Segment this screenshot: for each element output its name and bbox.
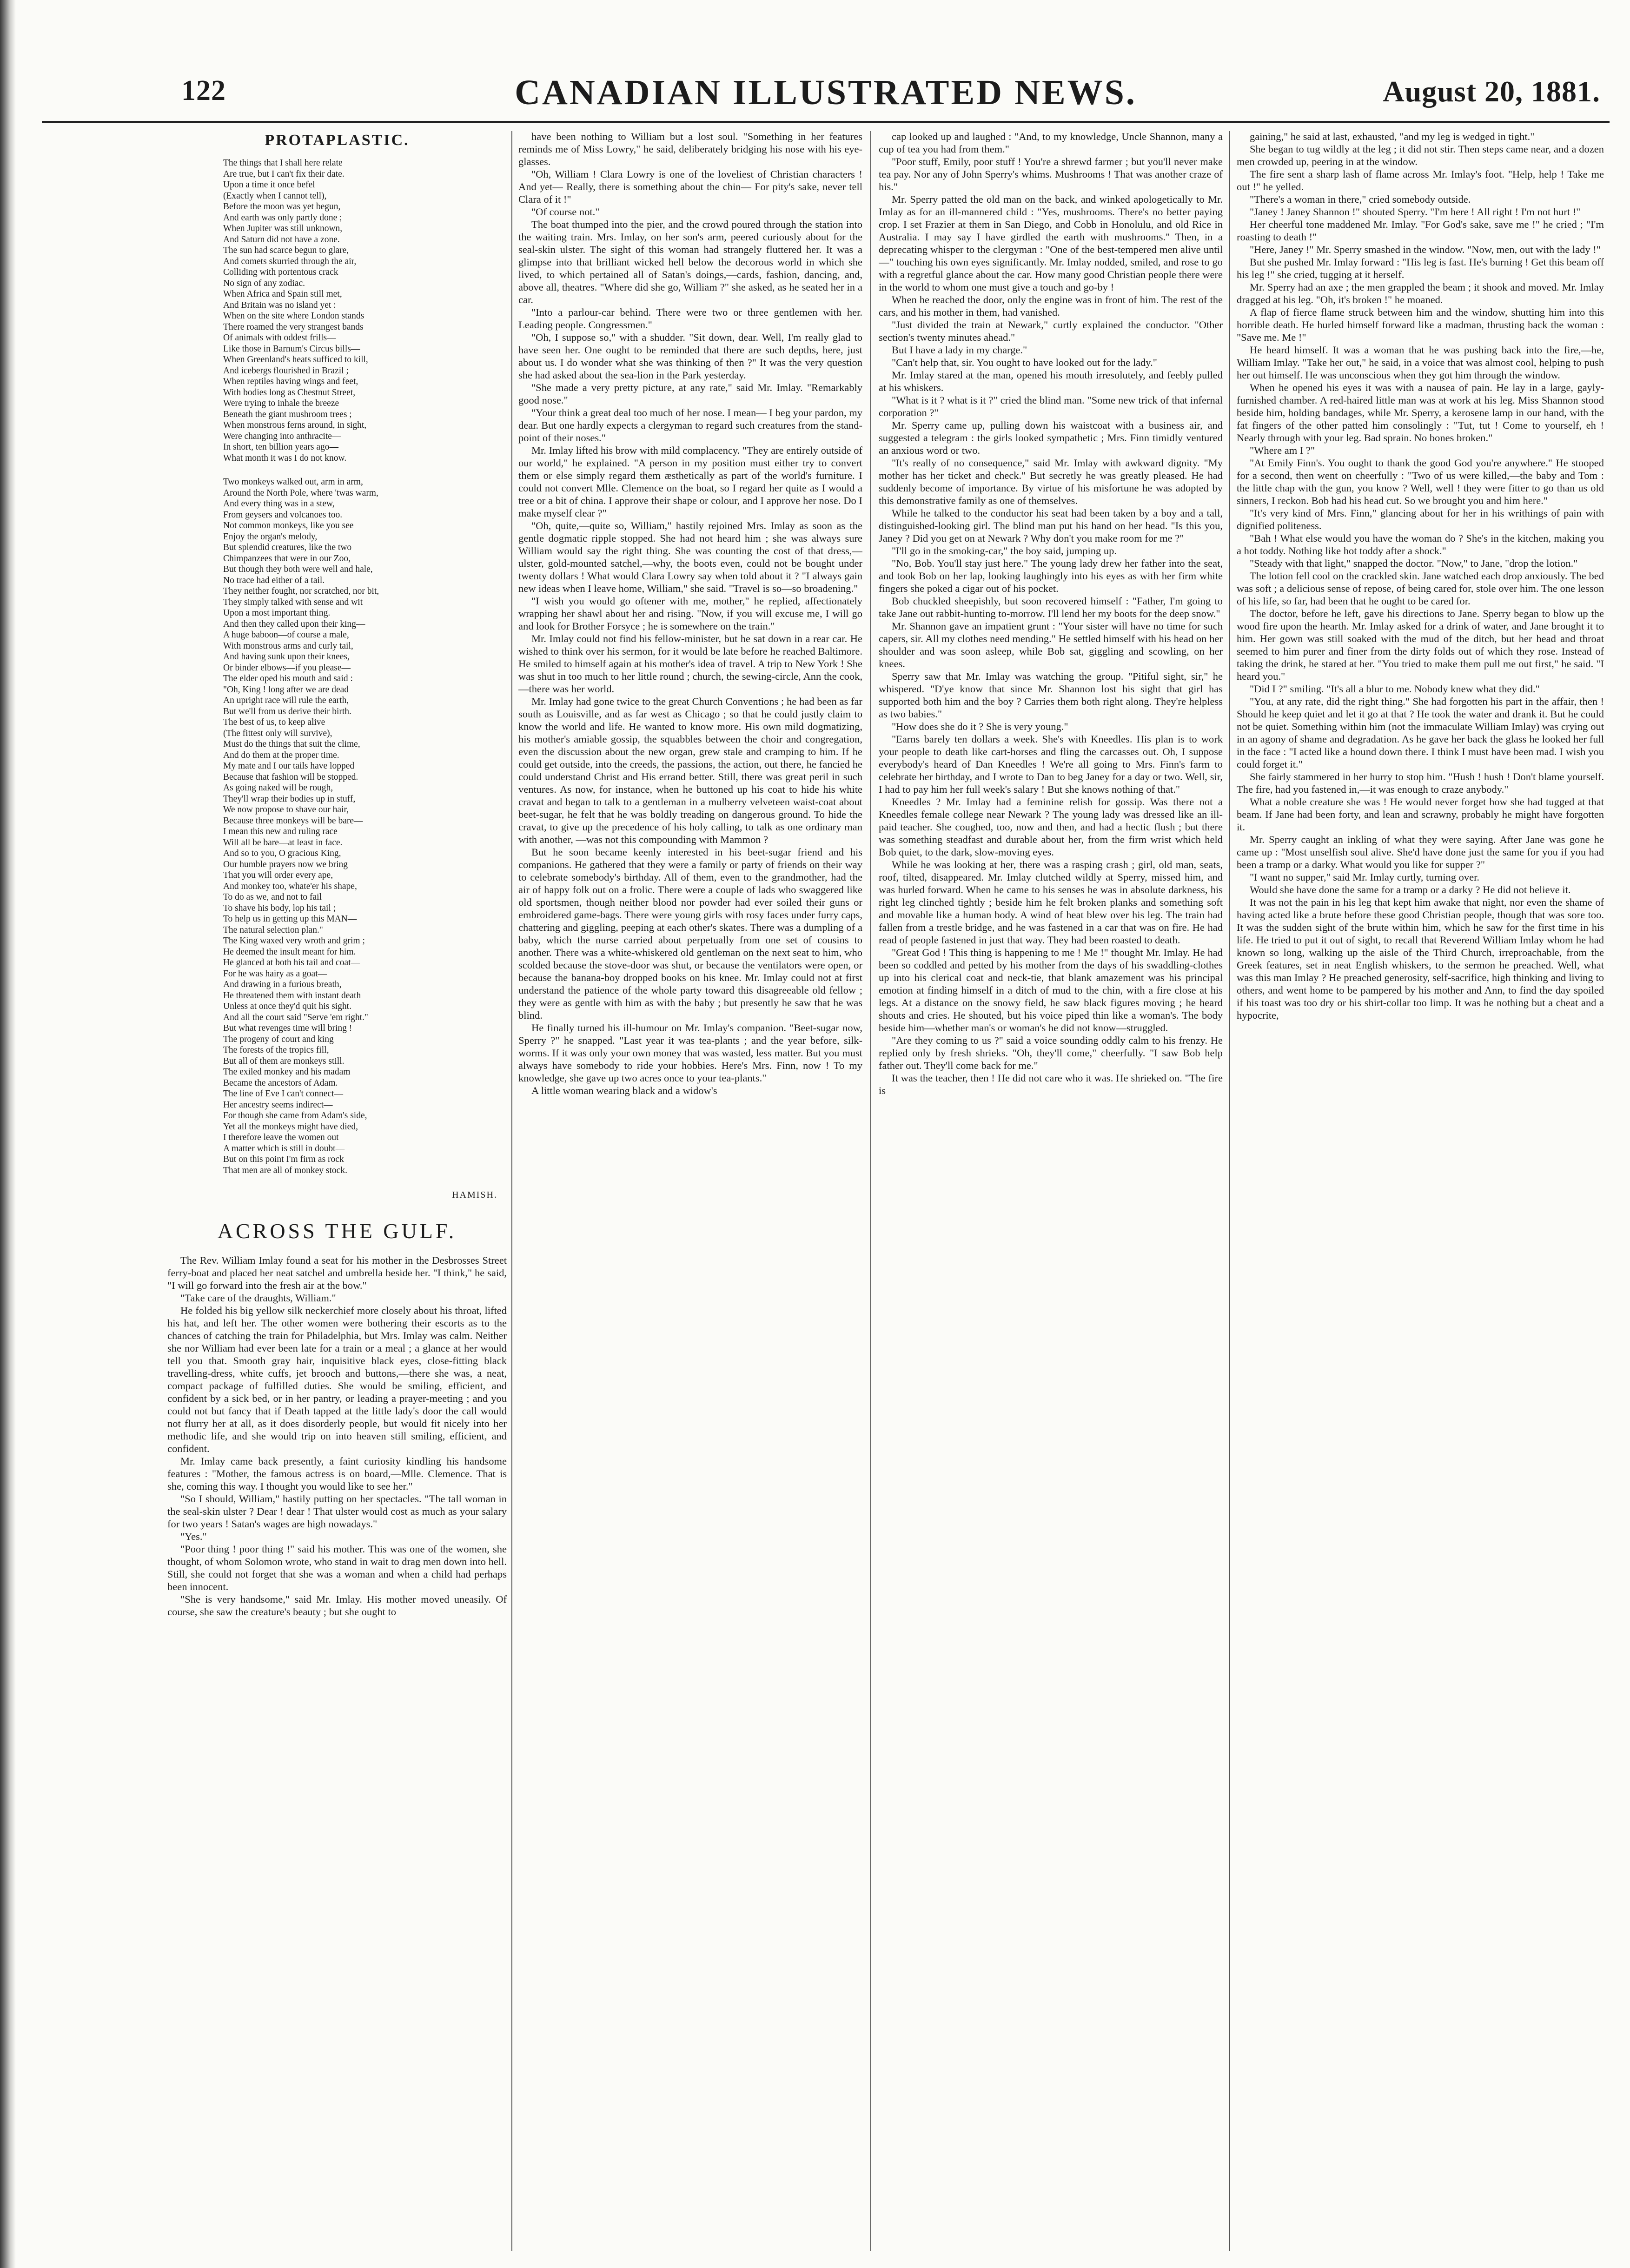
poem-line: To help us in getting up this MAN— bbox=[223, 914, 357, 924]
poem-line: With monstrous arms and curly tail, bbox=[223, 641, 353, 651]
story-paragraph: He finally turned his ill-humour on Mr. Imlay's companion. "Beet-sugar now, Sperry ?" he snapped. "Last year it was tea-plants ; and the year before, silk-worms. If it was only your own money that was wasted, less matter. But you must always have somebody to ride your hobbies. Here's Mrs. Finn, now ! To my knowledge, she gave up two acres once to your tea-plants." bbox=[518, 1022, 862, 1084]
poem-line: Beneath the giant mushroom trees ; bbox=[223, 409, 352, 419]
story-paragraph: gaining," he said at last, exhausted, "and my leg is wedged in tight." bbox=[1250, 131, 1535, 142]
poem-line: (Exactly when I cannot tell), bbox=[223, 191, 327, 201]
story-title: ACROSS THE GULF. bbox=[217, 1219, 457, 1243]
poem-line: The line of Eve I can't connect— bbox=[223, 1089, 343, 1099]
poem-line: Were changing into anthracite— bbox=[223, 431, 341, 441]
story-paragraph: But he soon became keenly interested in his beet-sugar friend and his companions. He gathered that they were a family or party of friends on their way to celebrate somebody's birthday. All of them, even to the grandmother, had the air of happy folk out on a frolic. There were a couple of lads who swaggered like old sportsmen, though neither blood nor powder had ever soiled their guns or embroidered game-bags. There were young girls with rosy faces under furry caps, chattering and giggling, peeping at each other's skates. There was a dumpling of a baby, which the nurse carried about perpetually from one set of cousins to another. There was a white-whiskered old gentleman on the next seat to him, who scolded because the stove-door was shut, or because the ventilators were open, or because the banana-boy dropped books on his knee. Mr. Imlay could not at first understand the patience of the whole party toward this disagreeable old fellow ; they were as gentle with him as with the baby ; but presently he saw that he was blind. bbox=[518, 846, 862, 1021]
poem-line: They neither fought, nor scratched, nor bit, bbox=[223, 586, 379, 596]
poem-line: When on the site where London stands bbox=[223, 311, 364, 321]
story-paragraph: While he was looking at her, there was a rasping crash ; girl, old man, seats, roof, tilted, disappeared. Mr. Imlay clutched wildly at Sperry, missed him, and was hurled forward. When he came to his senses he was in absolute darkness, his right leg clinched tightly ; beside him he felt broken planks and something soft and movable like a human body. A wind of heat blew over his leg. The train had fallen from a trestle bridge, and he was fastened in a car that was on fire. He had read of people fastened in just that way. They had been roasted to death. bbox=[879, 859, 1223, 946]
story-paragraph: Mr. Imlay lifted his brow with mild complacency. "They are entirely outside of our world," he explained. "A person in my position must either try to convert them or else simply regard them æsthetically as part of the world's furniture. I could not convert Mlle. Clemence on the boat, so I regard her quite as I would a tree or a bit of china. I approve their shape or colour, and I approve her nose. Do I make myself clear ?" bbox=[518, 444, 862, 519]
poem-line: No sign of any zodiac. bbox=[223, 278, 305, 288]
poem-line: Yet all the monkeys might have died, bbox=[223, 1121, 358, 1132]
story-paragraph: While he talked to the conductor his seat had been taken by a boy and a tall, distinguished-looking girl. The blind man put his hand on her head. "Is this you, Janey ? Did you get on at Newark ? Why don't you make room for me ?" bbox=[879, 507, 1223, 544]
story-paragraph: "Of course not." bbox=[531, 206, 600, 218]
poem-line: A matter which is still in doubt— bbox=[223, 1143, 345, 1154]
story-paragraph: "At Emily Finn's. You ought to thank the good God you're anywhere." He stooped for a second, then went on cheerfully : "Two of us were killed,—the baby and Tom : the little chap with the gun, you know ? Well, well ! they were fitter to go than us old sinners, I reckon. Bob had his head cut. So we brought you and him here." bbox=[1237, 457, 1604, 506]
story-paragraph: Mr. Imlay had gone twice to the great Church Conventions ; he had been as far south as Louisville, and as far west as Chicago ; so that he could justly claim to know the world and life. He wanted to know more. His own mild dogmatizing, his mother's amiable gossip, the squabbles between the choir and congregation, even the discussion about the new organ, grew stale and cramping to him. If he could get outside, into the creeds, the passions, the action, out there, he fancied he could understand Christ and His errand better. Still, there was great peril in such ventures. As now, for instance, when he buttoned up his coat to hide his white cravat and began to talk to a gentleman in a mulberry velveteen waist-coat about beet-sugar, he felt that he was boldly treading on dangerous ground. To hide the cravat, to give up the precedence of his holy calling, to talk as one ordinary man with another, —was not this compounding with Mammon ? bbox=[518, 696, 862, 845]
story-paragraph: "Poor stuff, Emily, poor stuff ! You're a shrewd farmer ; but you'll never make tea pay. Nor any of John Sperry's whims. Mushrooms ! That was another craze of his." bbox=[879, 156, 1223, 192]
story-paragraph: "Where am I ?" bbox=[1250, 444, 1315, 456]
poem-line: The progeny of court and king bbox=[223, 1034, 334, 1044]
poem-line: From geysers and volcanoes too. bbox=[223, 510, 343, 520]
story-paragraph: The doctor, before he left, gave his directions to Jane. Sperry began to blow up the wood fire upon the hearth. Mr. Imlay asked for a drink of water, and Jane brought it to him. Her gown was still soaked with the mud of the ditch, but her head and throat seemed to him purer and finer from the dirty folds out of which they rose. Instead of taking the drink, he stared at her. "You tried to make them pull me out first," he said. "I heard you." bbox=[1237, 608, 1604, 682]
story-paragraph: He folded his big yellow silk neckerchief more closely about his throat, lifted his hat, and left her. The other women were bothering their escorts as to the chances of catching the train for Philadelphia, but Mrs. Imlay was calm. Neither she nor William had ever been late for a train or a meal ; a glance at her would tell you that. Smooth gray hair, inquisitive black eyes, close-fitting black travelling-dress, white cuffs, jet brooch and buttons,—there she was, a neat, compact package of fulfilled duties. She would be smiling, efficient, and confident by a sick bed, or in her pantry, or leading a prayer-meeting ; and you could not but fancy that if Death tapped at the little lady's door the call would not flurry her at all, as it does disorderly people, but would fit nicely into her methodic life, and she would trip on into heaven still smiling, efficient, and confident. bbox=[167, 1305, 507, 1454]
story-paragraph: "Can't help that, sir. You ought to have looked out for the lady." bbox=[892, 357, 1157, 368]
story-paragraph: He heard himself. It was a woman that he was pushing back into the fire,—he, William Imlay. "Take her out," he said, in a voice that was almost cool, helping to push her out himself. He was unconscious when they got him through the window. bbox=[1237, 344, 1604, 381]
story-paragraph: cap looked up and laughed : "And, to my knowledge, Uncle Shannon, many a cup of tea you had from them." bbox=[879, 131, 1223, 155]
poem-line: To shave his body, lop his tail ; bbox=[223, 903, 336, 913]
poem-line: But though they both were well and hale, bbox=[223, 564, 373, 574]
poem-line: Before the moon was yet begun, bbox=[223, 202, 341, 212]
column-rule bbox=[1229, 131, 1230, 2251]
story-paragraph: "How does she do it ? She is very young." bbox=[892, 721, 1068, 732]
story-paragraph: "You, at any rate, did the right thing." She had forgotten his part in the affair, then ! Should he keep quiet and let it go at that ? He took the water and drank it. But he could not be quiet. Something within him (not the immaculate William Imlay) was crying out in an agony of shame and degradation. As he gave her back the glass he looked her full in the face : "I acted like a hound down there. I think I must have been mad. I wish you could forget it." bbox=[1237, 696, 1604, 770]
poem-line: When Africa and Spain still met, bbox=[223, 289, 342, 299]
poem-line: The forests of the tropics fill, bbox=[223, 1045, 329, 1055]
story-paragraph: Kneedles ? Mr. Imlay had a feminine relish for gossip. Was there not a Kneedles female college near Newark ? The young lady was dressed like an ill-paid teacher. She coughed, too, now and then, and had a hectic flush ; but there was something steadfast and durable about her, from the firm wrist which held Bob quiet, to the dark, slow-moving eyes. bbox=[879, 796, 1223, 858]
poem-line: Around the North Pole, where 'twas warm, bbox=[223, 488, 378, 498]
story-paragraph: "Oh, William ! Clara Lowry is one of the loveliest of Christian characters ! And yet— Really, there is something about the chin— For pity's sake, never tell Clara of it !" bbox=[518, 168, 862, 205]
story-paragraph: "It's very kind of Mrs. Finn," glancing about for her in his writhings of pain with dignified politeness. bbox=[1237, 507, 1604, 531]
poem-line: And so to you, O gracious King, bbox=[223, 849, 341, 858]
poem-line: To do as we, and not to fail bbox=[223, 892, 322, 902]
poem-line: The natural selection plan." bbox=[223, 925, 323, 935]
poem-line: Colliding with portentous crack bbox=[223, 267, 338, 277]
poem-line: I mean this new and ruling race bbox=[223, 827, 338, 836]
poem-line: That you will order every ape, bbox=[223, 870, 333, 880]
poem-line: The sun had scarce begun to glare, bbox=[223, 245, 349, 255]
story-paragraph: The Rev. William Imlay found a seat for his mother in the Desbrosses Street ferry-boat and placed her neat satchel and umbrella beside her. "I think," he said, "I will go forward into the fresh air at the bow." bbox=[167, 1254, 507, 1291]
issue-date: August 20, 1881. bbox=[1383, 75, 1600, 108]
story-paragraph: Mr. Sperry patted the old man on the back, and winked apologetically to Mr. Imlay as for an ill-mannered child : "Yes, mushrooms. There's no better paying crop. I set Frazier at them in San Diego, and Cobb in Honolulu, and old Rice in Australia. I may say I have girdled the earth with mushrooms." Then, in a deprecating whisper to the clergyman : "One of the best-tempered men alive until—" touching his own eyes significantly. Mr. Imlay nodded, smiled, and rose to go with a regretful glance about the car. How many good Christian people there were in the world to whom one must give a touch and go-by ! bbox=[879, 193, 1223, 293]
poem-line: When Greenland's heats sufficed to kill, bbox=[223, 355, 368, 365]
page-number: 122 bbox=[181, 75, 226, 106]
story-paragraph: "She made a very pretty picture, at any rate," said Mr. Imlay. "Remarkably good nose." bbox=[518, 382, 862, 406]
story-paragraph: It was the teacher, then ! He did not care who it was. He shrieked on. "The fire is bbox=[879, 1072, 1223, 1096]
poem-line: They'll wrap their bodies up in stuff, bbox=[223, 794, 356, 804]
story-paragraph: Mr. Shannon gave an impatient grunt : "Your sister will have no time for such capers, sir. All my clothes need mending." He settled himself with his head on her shoulder and was soon asleep, while Bob sat, giggling and scowling, on her knees. bbox=[879, 620, 1223, 670]
poem-line: My mate and I our tails have lopped bbox=[223, 761, 355, 771]
column-2 bbox=[518, 130, 862, 2250]
poem-line: Like those in Barnum's Circus bills— bbox=[223, 344, 360, 354]
poem-line: The best of us, to keep alive bbox=[223, 717, 325, 727]
story-column-4-text bbox=[1237, 130, 1604, 1021]
poem-line: Two monkeys walked out, arm in arm, bbox=[223, 477, 363, 487]
poem-line: He threatened them with instant death bbox=[223, 990, 361, 1001]
poem-line: There roamed the very strangest bands bbox=[223, 322, 364, 332]
poem-line: I therefore leave the women out bbox=[223, 1133, 339, 1142]
poem-line: That men are all of monkey stock. bbox=[223, 1165, 347, 1175]
poem-title: PROTAPLASTIC. bbox=[265, 132, 410, 149]
story-paragraph: Would she have done the same for a tramp or a darky ? He did not believe it. bbox=[1250, 884, 1571, 895]
story-paragraph: Mr. Sperry came up, pulling down his waistcoat with a business air, and suggested a telegram : the girls looked sympathetic ; Mrs. Finn timidly ventured an anxious word or two. bbox=[879, 419, 1223, 456]
poem-line: Must do the things that suit the clime, bbox=[223, 739, 360, 749]
column-4 bbox=[1237, 130, 1604, 2250]
newspaper-title: CANADIAN ILLUSTRATED NEWS. bbox=[515, 73, 1137, 112]
poem-line: He deemed the insult meant for him. bbox=[223, 947, 356, 957]
story-paragraph: "Your think a great deal too much of her nose. I mean— I beg your pardon, my dear. But one hardly expects a clergyman to regard such creatures from the stand-point of their noses." bbox=[518, 407, 862, 444]
poem-line: And Britain was no island yet : bbox=[223, 300, 336, 310]
poem-line: With bodies long as Chestnut Street, bbox=[223, 387, 356, 398]
story-paragraph: "Steady with that light," snapped the doctor. "Now," to Jane, "drop the lotion." bbox=[1250, 557, 1578, 569]
column-3 bbox=[879, 130, 1223, 2250]
poem-stanza bbox=[223, 477, 507, 1176]
page-edge-shadow bbox=[0, 0, 16, 2268]
poem-line: Will all be bare—at least in face. bbox=[223, 837, 343, 848]
poem-line: And monkey too, whate'er his shape, bbox=[223, 881, 357, 891]
poem-line: Upon a most important thing. bbox=[223, 608, 331, 618]
poem-signature: HAMISH. bbox=[452, 1190, 497, 1200]
poem-line: Were trying to inhale the breeze bbox=[223, 398, 339, 408]
poem-line: Or binder elbows—if you please— bbox=[223, 663, 351, 673]
poem-line: As going naked will be rough, bbox=[223, 783, 333, 793]
story-paragraph: When he reached the door, only the engine was in front of him. The rest of the cars, and his mother in them, had vanished. bbox=[879, 294, 1223, 318]
poem-line: But all of them are monkeys still. bbox=[223, 1056, 345, 1066]
poem-stanza bbox=[223, 158, 507, 464]
poem-line: What month it was I do not know. bbox=[223, 453, 347, 463]
poem-line: Chimpanzees that were in our Zoo, bbox=[223, 553, 351, 564]
poem-line: Because that fashion will be stopped. bbox=[223, 772, 358, 782]
story-paragraph: What a noble creature she was ! He would never forget how she had tugged at that beam. If Jane had been forty, and lean and scrawny, probably he might have forgotten it. bbox=[1237, 796, 1604, 833]
column-rule bbox=[511, 131, 512, 2251]
story-paragraph: "Into a parlour-car behind. There were two or three gentlemen with her. Leading people. Congressmen." bbox=[518, 306, 862, 331]
story-paragraph: "Oh, I suppose so," with a shudder. "Sit down, dear. Well, I'm really glad to have seen her. One ought to be reminded that there are such depths, here, just about us. I do wonder what she was thinking of then ?" It was the very question she had asked about the sea-lion in the Park yesterday. bbox=[518, 332, 862, 381]
story-paragraph: "It's really of no consequence," said Mr. Imlay with awkward dignity. "My mother has her ticket and check." But secretly he was greatly pleased. He had suddenly become of importance. By virtue of his misfortune he was adopted by this demonstrative family as one of themselves. bbox=[879, 457, 1223, 506]
story-paragraph: Mr. Imlay could not find his fellow-minister, but he sat down in a rear car. He wished to think over his sermon, for it would be late before he reached Baltimore. He smiled to himself again at his mother's idea of travel. A trip to New York ! She was shut in too much to her little round ; church, the sewing-circle, Ann the cook,—there was her world. bbox=[518, 633, 862, 695]
poem-line: Are true, but I can't fix their date. bbox=[223, 169, 345, 179]
poem-line: Not common monkeys, like you see bbox=[223, 521, 354, 531]
poem-line: Our humble prayers now we bring— bbox=[223, 859, 357, 869]
poem-line: The exiled monkey and his madam bbox=[223, 1067, 351, 1077]
story-paragraph: "There's a woman in there," cried somebody outside. bbox=[1250, 193, 1471, 205]
column-1 bbox=[167, 130, 507, 2250]
poem-line: The elder oped his mouth and said : bbox=[223, 674, 353, 683]
poem-line: Enjoy the organ's melody, bbox=[223, 531, 318, 542]
story-paragraph: "What is it ? what is it ?" cried the blind man. "Some new trick of that infernal corporation ?" bbox=[879, 394, 1223, 418]
poem-line: (The fittest only will survive), bbox=[223, 728, 332, 738]
poem-line: And comets skurried through the air, bbox=[223, 256, 357, 266]
story-column-1-text bbox=[167, 1254, 507, 1618]
story-paragraph: The boat thumped into the pier, and the crowd poured through the station into the waiting train. Mrs. Imlay, on her son's arm, peered curiously about for the seal-skin ulster. The sight of this woman had strangely fluttered her. It was a glimpse into that brilliant wicked hell below the decorous world in which she lived, to which pertained all of Satan's doings,—cards, fashion, dancing, and, above all, theatres. "Where did she go, William ?" she asked, as he seated her in a car. bbox=[518, 219, 862, 305]
poem-line: And having sunk upon their knees, bbox=[223, 652, 350, 662]
story-paragraph: "She is very handsome," said Mr. Imlay. His mother moved uneasily. Of course, she saw the creature's beauty ; but she ought to bbox=[167, 1593, 507, 1618]
poem-line: He glanced at both his tail and coat— bbox=[223, 958, 360, 968]
poem-line: And Saturn did not have a zone. bbox=[223, 234, 340, 245]
story-paragraph: "Take care of the draughts, William." bbox=[180, 1292, 336, 1304]
story-paragraph: "Did I ?" smiling. "It's all a blur to me. Nobody knew what they did." bbox=[1250, 683, 1540, 695]
poem-line: The things that I shall here relate bbox=[223, 158, 343, 168]
story-paragraph: It was not the pain in his leg that kept him awake that night, nor even the shame of having acted like a brute before these good Christian people, though that was sore too. It was the sudden sight of the brute within him, which he saw for the first time in his life. He tried to put it out of sight, to recall that Reverend William Imlay whom he had known so long, walking up the aisle of the Third Church, irreproachable, from the Greek features, set in neat English whiskers, to the sermon he preached. Well, what was this man Imlay ? He preached generosity, self-sacrifice, high thinking and living to others, and went home to be pampered by his mother and Ann, to find the day spoiled if his toast was too dry or his shirt-collar too limp. It was he nothing but a cheat and a hypocrite, bbox=[1237, 896, 1604, 1021]
story-paragraph: "Janey ! Janey Shannon !" shouted Sperry. "I'm here ! All right ! I'm not hurt !" bbox=[1250, 206, 1581, 218]
story-paragraph: She began to tug wildly at the leg ; it did not stir. Then steps came near, and a dozen men crowded up, peering in at the window. bbox=[1237, 143, 1604, 167]
story-paragraph: Her cheerful tone maddened Mr. Imlay. "For God's sake, save me !" he cried ; "I'm roasting to death !" bbox=[1237, 219, 1604, 243]
story-paragraph: have been nothing to William but a lost soul. "Something in her features reminds me of Miss Lowry," he said, deliberately bridging his nose with his eye-glasses. bbox=[518, 131, 862, 167]
story-paragraph: The lotion fell cool on the crackled skin. Jane watched each drop anxiously. The bed was soft ; a delicious sense of repose, of being cared for, stole over him. The one lesson of his life, so far, had been that he ought to be cared for. bbox=[1237, 570, 1604, 607]
poem-line: "Oh, King ! long after we are dead bbox=[223, 684, 349, 695]
story-paragraph: Mr. Sperry had an axe ; the men grappled the beam ; it shook and moved. Mr. Imlay dragged at his leg. "Oh, it's broken !" he moaned. bbox=[1237, 281, 1604, 305]
poem-line: They simply talked with sense and wit bbox=[223, 597, 363, 607]
masthead bbox=[42, 70, 1610, 123]
poem-line: An upright race will rule the earth, bbox=[223, 696, 349, 705]
story-paragraph: "Oh, quite,—quite so, William," hastily rejoined Mrs. Imlay as soon as the gentle dogmatic ripple stopped. She had not heard him ; she was always sure William would say the right thing. She was counting the cost of that dress,—ulster, gold-mounted satchel,—why, the boots even, could not be bought under twenty dollars ! What would Clara Lowry say when told about it ? "I always gain new ideas when I leave home, William," she said. "Travel is so—so broadening." bbox=[518, 520, 862, 594]
story-paragraph: But I have a lady in my charge." bbox=[892, 344, 1027, 356]
poem-line: Her ancestry seems indirect— bbox=[223, 1100, 333, 1110]
story-paragraph: But she pushed Mr. Imlay forward : "His leg is fast. He's burning ! Get this beam off his leg !" she cried, tugging at it herself. bbox=[1237, 256, 1604, 280]
story-paragraph: "Great God ! This thing is happening to me ! Me !" thought Mr. Imlay. He had been so coddled and petted by his mother from the days of his swaddling-clothes up into his clerical coat and neck-tie, that blank amazement was his principal emotion at finding himself in a ditch of mud to the chin, with a fire close at his legs. At a distance on the snowy field, he saw black figures moving ; he heard shouts and cries. He shouted, but his voice piped thin like a woman's. The body beside him—whether man's or woman's he did not know—struggled. bbox=[879, 947, 1223, 1034]
story-paragraph: "Just divided the train at Newark," curtly explained the conductor. "Other section's twenty minutes ahead." bbox=[879, 319, 1223, 343]
story-paragraph: "Bah ! What else would you have the woman do ? She's in the kitchen, making you a hot toddy. Nothing like hot toddy after a shock." bbox=[1237, 532, 1604, 557]
story-paragraph: "Earns barely ten dollars a week. She's with Kneedles. His plan is to work your people to death like cart-horses and fling the carcasses out. Oh, I suppose everybody's heard of Dan Kneedles ! We're all going to Mrs. Finn's farm to celebrate her birthday, and I wrote to Dan to beg Janey for a day or two. Well, sir, I had to pay him her full week's salary ! But she knows nothing of that." bbox=[879, 733, 1223, 795]
story-paragraph: "I wish you would go oftener with me, mother," he replied, affectionately wrapping her shawl about her and rising. "Now, if you will excuse me, I will go and look for Brother Forsyce ; he is somewhere on the train." bbox=[518, 595, 862, 632]
story-paragraph: Mr. Imlay stared at the man, opened his mouth irresolutely, and feebly pulled at his whiskers. bbox=[879, 369, 1223, 393]
poem-line: When Jupiter was still unknown, bbox=[223, 224, 343, 233]
poem-line: For though she came from Adam's side, bbox=[223, 1111, 367, 1121]
story-paragraph: She fairly stammered in her hurry to stop him. "Hush ! hush ! Don't blame yourself. The fire, had you fastened in,—it was enough to craze anybody." bbox=[1237, 771, 1604, 795]
story-paragraph: Mr. Sperry caught an inkling of what they were saying. After Jane was gone he came up : "Most unselfish soul alive. She'd have done just the same for you if you had been a tramp or a darky. What would you like for supper ?" bbox=[1237, 834, 1604, 870]
story-paragraph: The fire sent a sharp lash of flame across Mr. Imlay's foot. "Help, help ! Take me out !" he yelled. bbox=[1237, 168, 1604, 192]
poem-line: The King waxed very wroth and grim ; bbox=[223, 936, 365, 946]
poem-line: No trace had either of a tail. bbox=[223, 575, 325, 585]
poem-line: We now propose to shave our hair, bbox=[223, 805, 349, 815]
story-paragraph: A little woman wearing black and a widow's bbox=[531, 1085, 717, 1096]
story-paragraph: "So I should, William," hastily putting on her spectacles. "The tall woman in the seal-skin ulster ? Dear ! dear ! That ulster would cost as much as your salary for two years ! Satan's wages are high nowadays." bbox=[167, 1493, 507, 1530]
poem-line: And icebergs flourished in Brazil ; bbox=[223, 365, 349, 376]
poem-body bbox=[167, 158, 507, 1176]
poem-line: But splendid creatures, like the two bbox=[223, 543, 352, 552]
poem-line: And do them at the proper time. bbox=[223, 750, 339, 760]
story-paragraph: "Here, Janey !" Mr. Sperry smashed in the window. "Now, men, out with the lady !" bbox=[1250, 244, 1601, 255]
poem-line: Of animals with oddest frills— bbox=[223, 333, 336, 343]
poem-line: Because three monkeys will be bare— bbox=[223, 816, 363, 826]
column-rule bbox=[870, 131, 871, 2251]
poem-line: In short, ten billion years ago— bbox=[223, 442, 339, 452]
story-paragraph: "Yes." bbox=[180, 1531, 207, 1542]
poem-line: A huge baboon—of course a male, bbox=[223, 630, 349, 640]
story-paragraph: "I want no supper," said Mr. Imlay curtly, turning over. bbox=[1250, 871, 1480, 883]
poem-line: Unless at once they'd quit his sight. bbox=[223, 1001, 351, 1011]
story-paragraph: "Poor thing ! poor thing !" said his mother. This was one of the women, she thought, of whom Solomon wrote, who stand in wait to drag men down into hell. Still, she could not forget that she was a woman and when a child had perhaps been innocent. bbox=[167, 1543, 507, 1592]
poem-line: Upon a time it once befel bbox=[223, 180, 315, 190]
poem-line: And earth was only partly done ; bbox=[223, 212, 342, 223]
poem-line: And every thing was in a stew, bbox=[223, 499, 335, 509]
story-paragraph: "I'll go in the smoking-car," the boy said, jumping up. bbox=[892, 545, 1117, 557]
story-paragraph: When he opened his eyes it was with a nausea of pain. He lay in a large, gayly-furnished chamber. A red-haired little man was at work at his leg. Miss Shannon stood beside him, holding bandages, while Mr. Sperry, a kerosene lamp in our hand, with the fat fingers of the other patted him consolingly : "Tut, tut ! Come to yourself, eh ! Nearly through with your leg. Bad sprain. No bones broken." bbox=[1237, 382, 1604, 444]
poem-line: When monstrous ferns around, in sight, bbox=[223, 420, 367, 430]
poem-line: And drawing in a furious breath, bbox=[223, 980, 342, 989]
poem-line: For he was hairy as a goat— bbox=[223, 968, 327, 979]
story-paragraph: Mr. Imlay came back presently, a faint curiosity kindling his handsome features : "Mother, the famous actress is on board,—Mlle. Clemence. That is she, coming this way. I thought you would like to see her." bbox=[167, 1455, 507, 1492]
poem-line: But we'll from us derive their birth. bbox=[223, 706, 351, 716]
story-paragraph: Sperry saw that Mr. Imlay was watching the group. "Pitiful sight, sir," he whispered. "D'ye know that since Mr. Shannon lost his sight that girl has supported both him and the boy ? Carries them both right along. They're helpless as two babies." bbox=[879, 670, 1223, 720]
story-paragraph: "No, Bob. You'll stay just here." The young lady drew her father into the seat, and took Bob on her lap, looking laughingly into his eyes as with her firm white fingers she poked a cigar out of his pocket. bbox=[879, 557, 1223, 594]
story-column-2-text bbox=[518, 130, 862, 1097]
poem-line: But on this point I'm firm as rock bbox=[223, 1154, 344, 1164]
poem-line: But what revenges time will bring ! bbox=[223, 1023, 352, 1033]
poem-line: And all the court said "Serve 'em right." bbox=[223, 1012, 368, 1022]
story-paragraph: A flap of fierce flame struck between him and the window, shutting him into this horrible death. He hurled himself forward like a madman, thrusting back the woman : "Save me. Me !" bbox=[1237, 306, 1604, 343]
poem-line: And then they called upon their king— bbox=[223, 619, 365, 629]
poem-line: Became the ancestors of Adam. bbox=[223, 1078, 338, 1088]
story-paragraph: "Are they coming to us ?" said a voice sounding oddly calm to his frenzy. He replied only by fresh shrieks. "Oh, they'll come," cheerfully. "I saw Bob help father out. They'll come back for me." bbox=[879, 1035, 1223, 1071]
poem-line: When reptiles having wings and feet, bbox=[223, 377, 358, 386]
story-paragraph: Bob chuckled sheepishly, but soon recovered himself : "Father, I'm going to take Jane out rabbit-hunting to-morrow. I'll lend her my boots for the deep snow." bbox=[879, 595, 1223, 619]
story-column-3-text bbox=[879, 130, 1223, 1097]
